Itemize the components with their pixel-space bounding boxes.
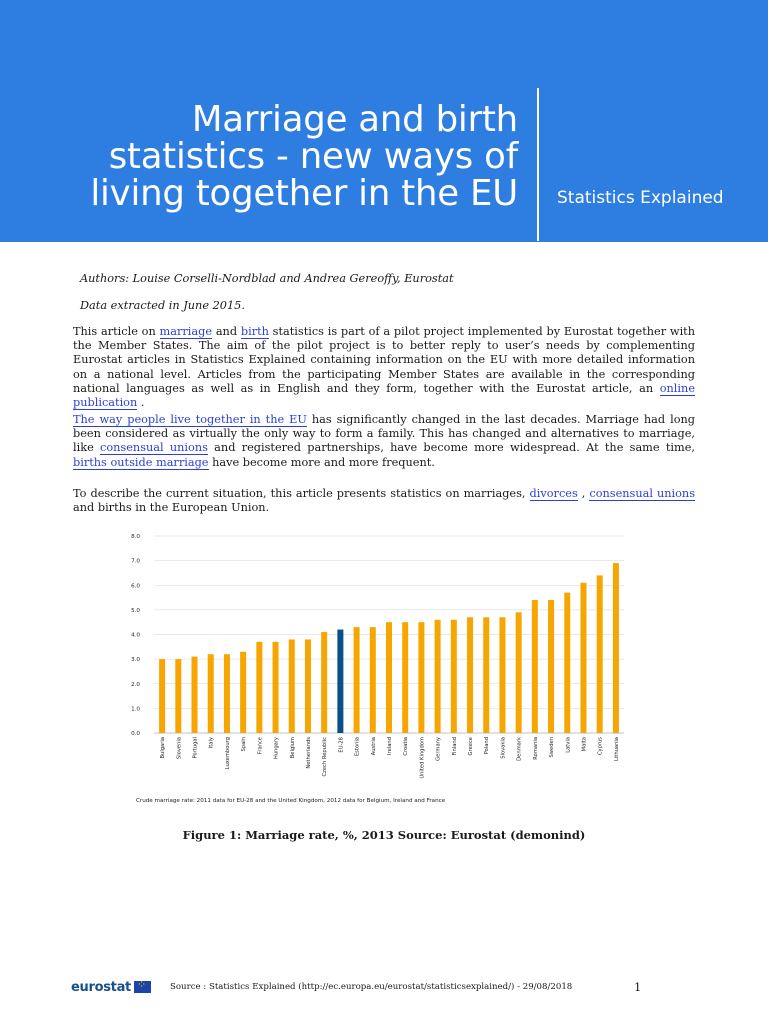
eu-flag-icon (134, 981, 151, 993)
bar (175, 659, 181, 733)
bar (192, 657, 198, 733)
header-divider (537, 88, 539, 241)
bar (499, 617, 505, 733)
x-tick-label: Hungary (273, 737, 280, 760)
bar (256, 642, 262, 733)
x-tick-label: Czech Republic (322, 737, 329, 777)
x-tick-label: Lithuania (613, 737, 620, 762)
bar (208, 654, 214, 733)
article-link[interactable]: divorces (529, 487, 578, 500)
x-tick-label: Austria (370, 737, 377, 756)
bar (418, 622, 424, 733)
title-line: Marriage and birth (191, 99, 518, 140)
title-line: living together in the EU (90, 173, 518, 214)
bar (613, 563, 619, 733)
bar (516, 612, 522, 733)
bar (451, 620, 457, 733)
bar (532, 600, 538, 733)
x-tick-label: Poland (484, 737, 491, 755)
x-tick-label: Denmark (516, 737, 523, 761)
x-tick-label: Ireland (387, 737, 393, 755)
bar (240, 652, 246, 733)
y-tick-label: 2.0 (131, 681, 140, 688)
chart-canvas (120, 528, 640, 814)
bar (289, 639, 295, 733)
bar (548, 600, 554, 733)
page-number: 1 (634, 980, 642, 994)
y-tick-label: 0.0 (131, 731, 140, 737)
article-link[interactable]: The way people live together in the EU (73, 413, 307, 426)
x-tick-label: Slovakia (500, 737, 507, 759)
bar (354, 627, 360, 733)
bar (321, 632, 327, 733)
x-tick-label: Netherlands (305, 737, 312, 769)
bar (564, 593, 570, 733)
article-link[interactable]: online publication (73, 381, 695, 410)
bar (370, 627, 376, 733)
x-tick-label: Estonia (354, 737, 361, 757)
bar (597, 575, 603, 733)
marriage-rate-chart (120, 528, 640, 814)
x-tick-label: United Kingdom (419, 737, 426, 779)
y-tick-label: 5.0 (131, 607, 140, 614)
bar (159, 659, 165, 733)
y-tick-label: 6.0 (131, 583, 140, 590)
y-tick-label: 3.0 (131, 657, 140, 664)
bar (224, 654, 230, 733)
x-tick-label: Sweden (549, 737, 556, 758)
header-subtitle: Statistics Explained (557, 188, 724, 208)
figure-caption: Figure 1: Marriage rate, %, 2013 Source: Eurostat (demonind) (182, 828, 586, 842)
x-tick-label: Finland (451, 737, 458, 756)
x-tick-label: France (257, 737, 264, 755)
chart-note: Crude marriage rate: 2011 data for EU-28 and the United Kingdom, 2012 data for Belgium, Ireland and France (136, 798, 446, 804)
article-link[interactable]: birth (240, 325, 269, 338)
x-tick-label: EU-28 (338, 737, 345, 753)
bar (467, 617, 473, 733)
bar (273, 642, 279, 733)
bar (337, 630, 343, 733)
bar (402, 622, 408, 733)
logo-text: eurostat (71, 979, 131, 995)
article-link[interactable]: consensual unions (100, 441, 208, 455)
y-tick-label: 8.0 (131, 534, 140, 540)
x-tick-label: Latvia (565, 737, 572, 753)
y-tick-label: 1.0 (131, 706, 140, 713)
bar (435, 620, 441, 733)
x-tick-label: Luxembourg (224, 737, 231, 770)
x-tick-label: Bulgaria (160, 737, 167, 759)
bar (483, 617, 489, 733)
bar (580, 583, 586, 733)
article-link[interactable]: births outside marriage (73, 455, 209, 469)
x-tick-label: Greece (468, 737, 475, 756)
header-banner (0, 0, 768, 242)
article-link[interactable]: consensual unions (589, 487, 696, 500)
article-link[interactable]: marriage (159, 325, 213, 338)
y-tick-label: 4.0 (131, 632, 140, 639)
authors-line: Authors: Louise Corselli-Nordblad and Andrea Gereoffy, Eurostat (80, 272, 454, 285)
page-title (38, 101, 518, 212)
paragraph-description: To describe the current situation, this article presents statistics on marriages, divorces , consensual unions and births in the European Union. (73, 487, 696, 515)
x-tick-label: Portugal (192, 737, 199, 759)
footer-source: Source : Statistics Explained (http://ec.europa.eu/eurostat/statisticsexplained/) - 29/08/2018 (170, 982, 573, 992)
x-tick-label: Germany (435, 737, 442, 761)
x-tick-label: Romania (532, 737, 539, 760)
x-tick-label: Belgium (289, 737, 296, 759)
x-tick-label: Italy (208, 737, 215, 749)
x-tick-label: Spain (241, 737, 248, 752)
x-tick-label: Croatia (403, 737, 410, 756)
y-tick-label: 7.0 (131, 558, 140, 565)
x-tick-label: Slovenia (176, 737, 183, 760)
x-tick-label: Malta (581, 737, 588, 752)
bar (386, 622, 392, 733)
x-tick-label: Cyprus (597, 737, 604, 756)
paragraph-intro: This article on marriage and birth statistics is part of a pilot project implemented by Eurostat together with the Member States. The aim of the pilot project is to better reply to user’s needs by complementing Eurostat articles in Statistics Explained containing information on the EU with more detailed information on a national level. Articles from the participating Member States are available in the corresponding national languages as well as in English and they form, together with the Eurostat article, an online publication . (73, 325, 695, 410)
title-line: statistics - new ways of (108, 136, 518, 177)
paragraph-living-together: The way people live together in the EU has significantly changed in the last decades. Marriage had long been considered as virtually the only way to form a family. This has changed and alternatives to marriage, like consensual unions and registered partnerships, have become more widespread. At the same time, births outside marriage have become more and more frequent. (73, 413, 695, 469)
eurostat-logo (71, 979, 151, 995)
bar (305, 639, 311, 733)
data-extracted-line: Data extracted in June 2015. (80, 299, 245, 312)
